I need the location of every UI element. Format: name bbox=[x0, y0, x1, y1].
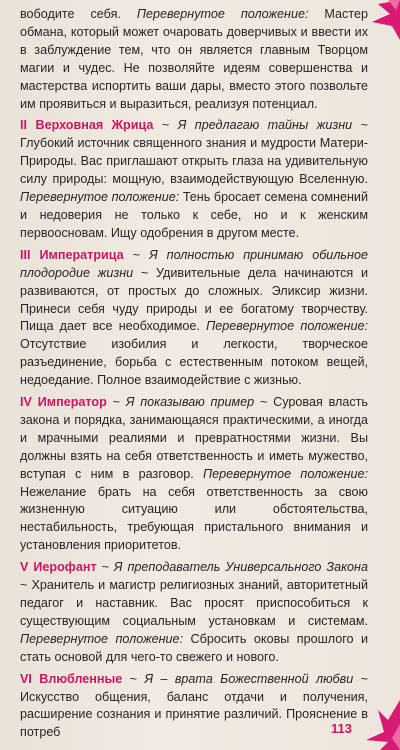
entry-text: Удивительные дела начинаются и развиваются, от простых до сложных. Эликсир жизни. Принеси себя чуду природы и ее богатому творчеству. Пища дает все необходимое. bbox=[20, 265, 368, 334]
intro-paragraph bbox=[20, 6, 368, 113]
entry-reversed-text: Нежелание брать на себя ответственность за свою жизненную ситуацию или обстоятельства, нестабильность, требующая пристального внимания и установления приоритетов. bbox=[20, 484, 368, 553]
entry-empress: III Императрица ~ Я полностью принимаю обильное плодородие жизни ~ Удивительные дела начинаются и развиваются, от простых до сложных. Эликсир жизни. Принеси себя чуду природы и ее богатому творчеству. Пища дает все необходимое. Перевернутое положение: Отсутствие изобилия и легкости, творческое разъединение, борьба с естественным потоком вещей, недоедание. Полное взаимодействие с жизнью. bbox=[20, 247, 368, 388]
entry-high-priestess: II Верховная Жрица ~ Я предлагаю тайны жизни ~ Глубокий источник священного знания и мудрости Матери-Природы. Вас приглашают открыть глаза на удивительную силу природы: мощную, взаимодействующую Вселенную. Перевернутое положение: Тень бросает семена сомнений и недоверия не только к себе, но и к женским первоосновам. Ищу одобрения в другом месте. bbox=[20, 118, 368, 240]
intro-text-1: вободите себя. bbox=[20, 7, 137, 21]
entry-heading: III Императрица bbox=[20, 247, 124, 262]
entry-text: Искусство общения, баланс отдачи и получения, расширение сознания и принятие различий. Прояснение в потреб bbox=[20, 689, 368, 740]
intro-reversed-label: Перевернутое положение: bbox=[136, 7, 309, 21]
page-number: 113 bbox=[331, 721, 352, 736]
entry-reversed-text: Сбросить оковы прошлого и стать основой для чего-то свежего и нового. bbox=[20, 631, 368, 664]
entry-lovers: VI Влюбленные ~ Я – врата Божественной любви ~ Искусство общения, баланс отдачи и получения, расширение сознания и принятие различий. Прояснение в потреб bbox=[20, 671, 368, 740]
entry-motto: Я показываю пример bbox=[125, 395, 255, 410]
entry-text: Хранитель и магистр религиозных знаний, авторитетный педагог и наставник. Вас просят приспособиться к существующим социальным установкам и системам. bbox=[20, 578, 368, 628]
entry-motto: Я предлагаю тайны жизни bbox=[177, 118, 353, 133]
body-text bbox=[20, 6, 368, 746]
entry-heading: II Верховная Жрица bbox=[20, 118, 154, 133]
entry-hierophant: V Иерофант ~ Я преподаватель Универсального Закона ~ Хранитель и магистр религиозных знаний, авторитетный педагог и наставник. Вас просят приспособиться к существующим социальным установкам и системам. Перевернутое положение: Сбросить оковы прошлого и стать основой для чего-то свежего и нового. bbox=[20, 560, 368, 664]
entry-text: Глубокий источник священного знания и мудрости Матери-Природы. Вас приглашают открыть глаза на удивительную силу природы: мощную, взаимодействующую Вселенную. bbox=[20, 136, 368, 187]
corner-star-decoration-bottom bbox=[358, 680, 400, 750]
entry-motto: Я – врата Божественной любви bbox=[144, 671, 354, 686]
entry-text: Суровая власть закона и порядка, занимающаяся практическими, а иногда и мрачными реалиями и превратностями жизни. Вы должны взять на себя ответственность и иметь мужество, вступая с ним в разговор. bbox=[20, 395, 368, 481]
entry-reversed-label: Перевернутое положение: bbox=[203, 466, 369, 481]
entry-emperor: IV Император ~ Я показываю пример ~ Суровая власть закона и порядка, занимающаяся практическими, а иногда и мрачными реалиями и превратностями жизни. Вы должны взять на себя ответственность и иметь мужество, вступая с ним в разговор. Перевернутое положение: Нежелание брать на себя ответственность за свою жизненную ситуацию или обстоятельства, нестабильность, требующая пристального внимания и установления приоритетов. bbox=[20, 395, 369, 553]
entry-reversed-label: Перевернутое положение: bbox=[20, 190, 180, 205]
entry-heading: V Иерофант bbox=[20, 560, 97, 575]
entry-reversed-label: Перевернутое положение: bbox=[206, 319, 368, 334]
entry-heading: VI Влюбленные bbox=[20, 671, 123, 686]
entry-motto: Я преподаватель Универсального Закона bbox=[113, 560, 368, 575]
entry-reversed-label: Перевернутое положение: bbox=[20, 631, 184, 646]
entry-heading: IV Император bbox=[20, 395, 107, 410]
intro-text-2: Мастер обмана, который может очаровать доверчивых и ввести их в заблуждение тем, что он является главным Творцом магии и чудес. Не позволяйте идеям совершенства и мастерства испортить ваши дары, вместо этого позвольте им проявиться и выразиться, реализуя потенциал. bbox=[20, 7, 368, 111]
entry-reversed-text: Отсутствие изобилия и легкости, творческое разъединение, борьба с естественным потоком вещей, недоедание. Полное взаимодействие с жизнью. bbox=[20, 337, 368, 388]
entry-reversed-text: Тень бросает семена сомнений и недоверия не только к себе, но и к женским первоосновам. Ищу одобрения в другом месте. bbox=[20, 190, 368, 240]
entry-motto: Я полностью принимаю обильное плодородие жизни bbox=[20, 247, 368, 280]
